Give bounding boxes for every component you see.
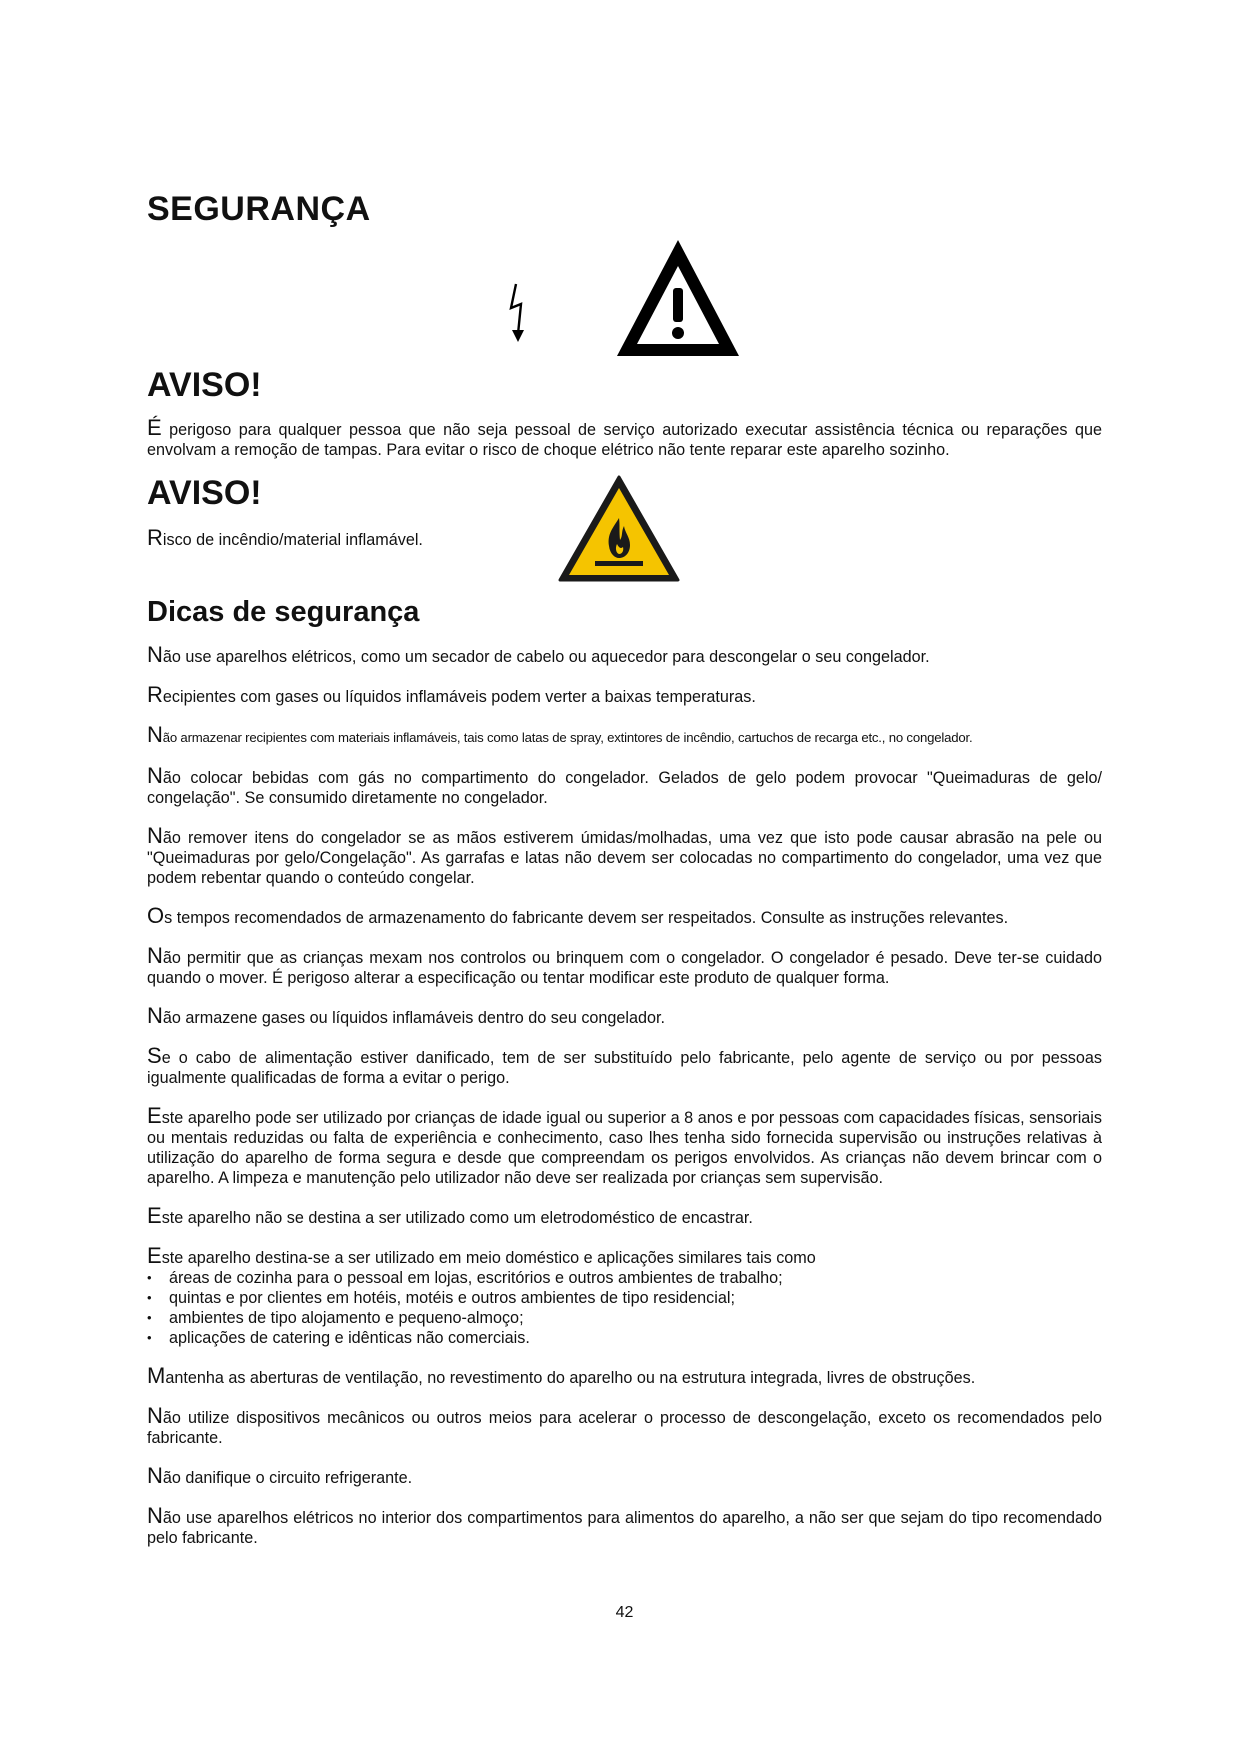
usage-bullet: • quintas e por clientes em hotéis, motéis e outros ambientes de tipo residencial; <box>147 1288 1102 1308</box>
warning-text: É perigoso para qualquer pessoa que não seja pessoal de serviço autorizado executar assistência técnica ou reparações que envolvam a remoção de tampas. Para evitar o risco de choque elétrico não tente reparar este aparelho sozinho. <box>147 415 1102 459</box>
electric-shock-icon <box>507 282 533 344</box>
tip-item: Não utilize dispositivos mecânicos ou outros meios para acelerar o processo de descongelação, exceto os recomendados pelo fabricante. <box>147 1403 1102 1447</box>
tip-item: Não armazene gases ou líquidos inflamáveis dentro do seu congelador. <box>147 1003 666 1028</box>
tip-item: Recipientes com gases ou líquidos inflamáveis podem verter a baixas temperaturas. <box>147 682 756 707</box>
usage-intro: Este aparelho destina-se a ser utilizado em meio doméstico e aplicações similares tais como <box>147 1243 816 1268</box>
tip-item: Não permitir que as crianças mexam nos controlos ou brinquem com o congelador. O congelador é pesado. Deve ter-se cuidado quando o mover. É perigoso alterar a especificação ou tentar modificar este produto de qualquer forma. <box>147 943 1102 987</box>
usage-block <box>147 1243 1102 1348</box>
tip-item: Mantenha as aberturas de ventilação, no revestimento do aparelho ou na estrutura integrada, livres de obstruções. <box>147 1363 976 1388</box>
warning-heading: AVISO! <box>147 366 262 404</box>
usage-bullet: • áreas de cozinha para o pessoal em lojas, escritórios e outros ambientes de trabalho; <box>147 1268 1102 1288</box>
tip-item: Não use aparelhos elétricos no interior dos compartimentos para alimentos do aparelho, a não ser que sejam do tipo recomendado pelo fabricante. <box>147 1503 1102 1547</box>
safety-tips-heading: Dicas de segurança <box>147 596 420 628</box>
fire-warning-heading: AVISO! <box>147 474 262 512</box>
safety-tips-list <box>147 642 1102 1566</box>
warning-triangle-icon <box>613 236 743 360</box>
fire-warning-text: Risco de incêndio/material inflamável. <box>147 525 423 550</box>
tip-item: Não armazenar recipientes com materiais inflamáveis, tais como latas de spray, extintores de incêndio, cartuchos de recarga etc., no congelador. <box>147 722 973 747</box>
tip-item: Não danifique o circuito refrigerante. <box>147 1463 413 1488</box>
tip-item: Este aparelho não se destina a ser utilizado como um eletrodoméstico de encastrar. <box>147 1203 753 1228</box>
tip-item: Não remover itens do congelador se as mãos estiverem úmidas/molhadas, uma vez que isto pode causar abrasão na pele ou "Queimaduras por gelo/Congelação". As garrafas e latas não devem ser colocadas no compartimento do congelador, uma vez que podem rebentar quando o conteúdo congelar. <box>147 823 1102 887</box>
usage-bullet: • aplicações de catering e idênticas não comerciais. <box>147 1328 1102 1348</box>
tip-item: Este aparelho pode ser utilizado por crianças de idade igual ou superior a 8 anos e por pessoas com capacidades físicas, sensoriais ou mentais reduzidas ou falta de experiência e conhecimento, caso lhes tenha sido fornecida supervisão ou instruções relativas à utilização do aparelho de forma segura e desde que compreendam os perigos envolvidos. As crianças não devem brincar com o aparelho. A limpeza e manutenção pelo utilizador não deve ser realizada por crianças sem supervisão. <box>147 1103 1102 1187</box>
tip-item: Não use aparelhos elétricos, como um secador de cabelo ou aquecedor para descongelar o seu congelador. <box>147 642 930 667</box>
tip-item: Não colocar bebidas com gás no compartimento do congelador. Gelados de gelo podem provocar "Queimaduras de gelo/ congelação". Se consumido diretamente no congelador. <box>147 763 1102 807</box>
usage-bullet-list <box>147 1268 1102 1348</box>
flammable-warning-icon <box>557 474 681 584</box>
tip-item: Os tempos recomendados de armazenamento do fabricante devem ser respeitados. Consulte as instruções relevantes. <box>147 903 1009 928</box>
page-number: 42 <box>615 1604 634 1621</box>
tip-item: Se o cabo de alimentação estiver danificado, tem de ser substituído pelo fabricante, pelo agente de serviço ou por pessoas igualmente qualificadas de forma a evitar o perigo. <box>147 1043 1102 1087</box>
page-title: SEGURANÇA <box>147 190 371 228</box>
usage-bullet: • ambientes de tipo alojamento e pequeno-almoço; <box>147 1308 1102 1328</box>
